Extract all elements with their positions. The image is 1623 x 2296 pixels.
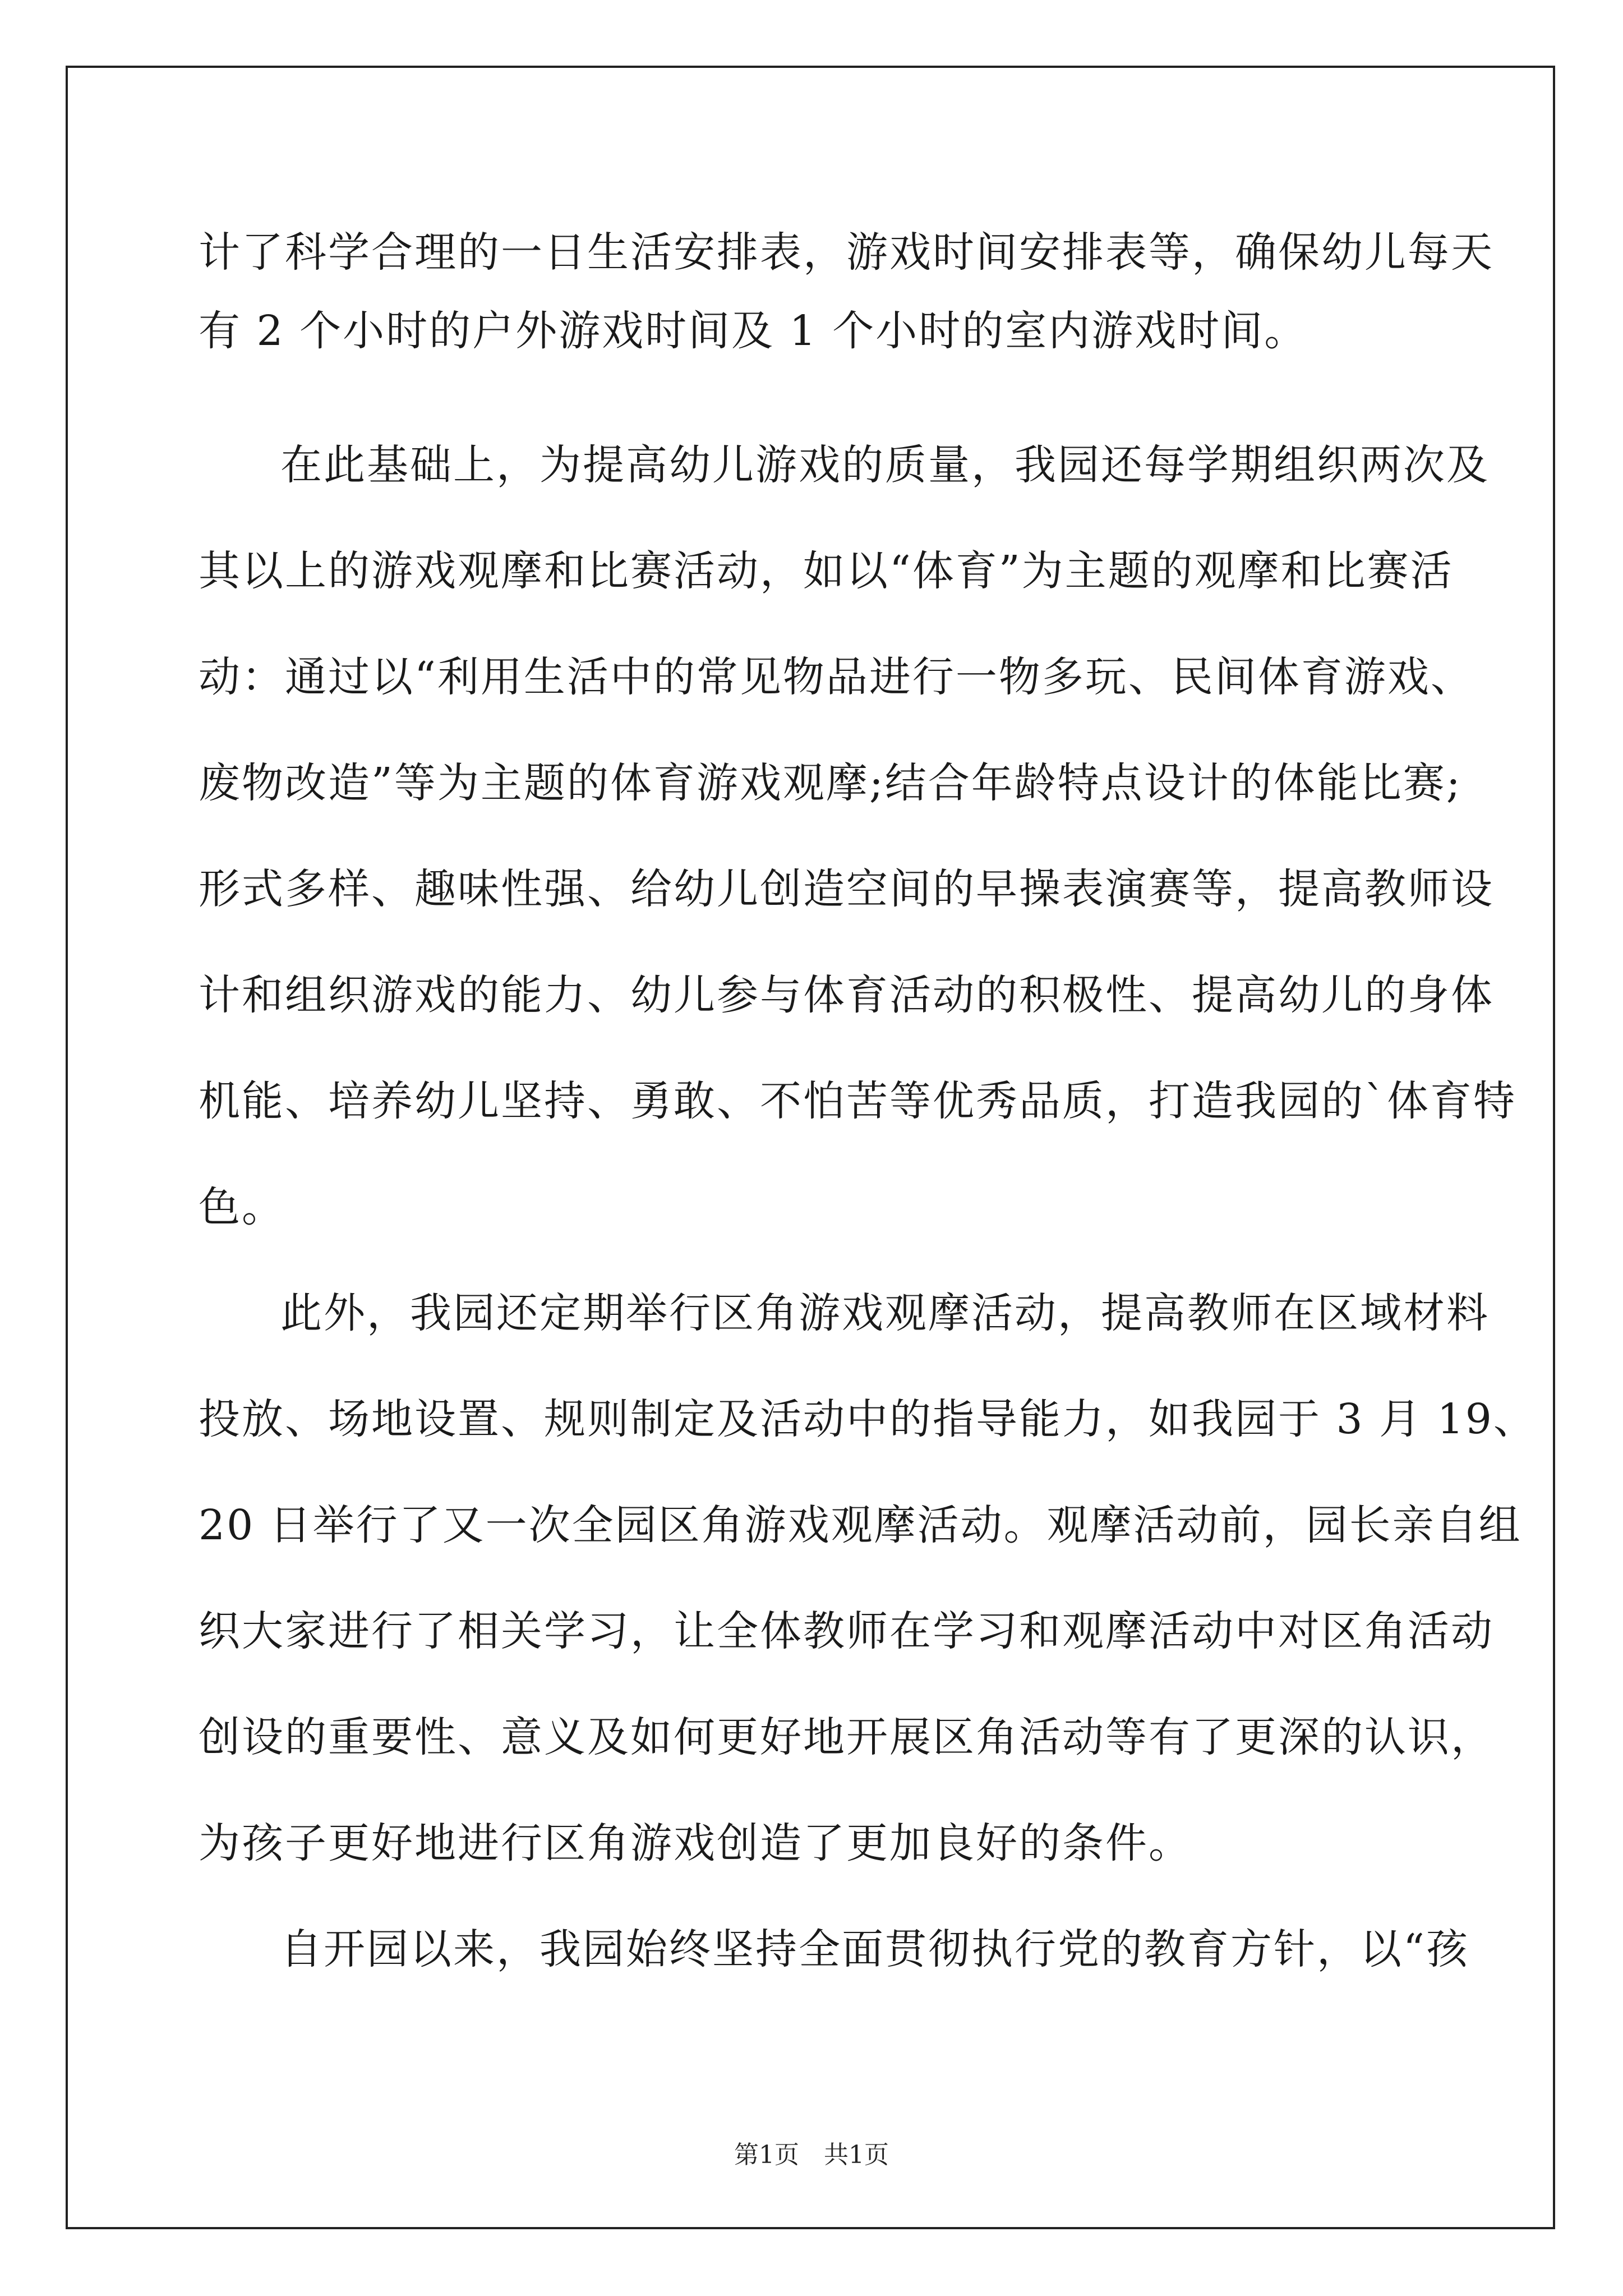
text-line-17: 自开园以来，我园始终坚持全面贯彻执行党的教育方针，以“孩	[280, 1925, 1469, 1973]
text-line-16: 为孩子更好地进行区角游戏创造了更加良好的条件。	[199, 1819, 1192, 1867]
page-number-footer: 第1页 共1页	[734, 2141, 889, 2169]
page-border	[66, 66, 1555, 2229]
text-line-15: 创设的重要性、意义及如何更好地开展区角活动等有了更深的认识，	[199, 1713, 1494, 1761]
text-line-6: 废物改造”等为主题的体育游戏观摩;结合年龄特点设计的体能比赛;	[199, 759, 1462, 807]
text-line-8: 计和组织游戏的能力、幼儿参与体育活动的积极性、提高幼儿的身体	[199, 971, 1494, 1019]
text-line-2: 有 2 个小时的户外游戏时间及 1 个小时的室内游戏时间。	[199, 307, 1308, 355]
text-line-12: 投放、场地设置、规则制定及活动中的指导能力，如我园于 3 月 19、	[199, 1395, 1537, 1443]
text-line-9: 机能、培养幼儿坚持、勇敢、不怕苦等优秀品质，打造我园的`体育特	[199, 1077, 1516, 1125]
text-line-7: 形式多样、趣味性强、给幼儿创造空间的早操表演赛等，提高教师设	[199, 865, 1494, 913]
text-line-1: 计了科学合理的一日生活安排表，游戏时间安排表等，确保幼儿每天	[199, 228, 1494, 277]
text-line-3: 在此基础上，为提高幼儿游戏的质量，我园还每学期组织两次及	[280, 441, 1490, 489]
text-line-4: 其以上的游戏观摩和比赛活动，如以“体育”为主题的观摩和比赛活	[199, 547, 1454, 595]
text-line-10: 色。	[199, 1183, 285, 1231]
text-line-11: 此外，我园还定期举行区角游戏观摩活动，提高教师在区域材料	[280, 1289, 1490, 1337]
text-line-5: 动：通过以“利用生活中的常见物品进行一物多玩、民间体育游戏、	[199, 653, 1474, 701]
text-line-13: 20 日举行了又一次全园区角游戏观摩活动。观摩活动前，园长亲自组	[199, 1501, 1522, 1549]
text-line-14: 织大家进行了相关学习，让全体教师在学习和观摩活动中对区角活动	[199, 1607, 1494, 1655]
